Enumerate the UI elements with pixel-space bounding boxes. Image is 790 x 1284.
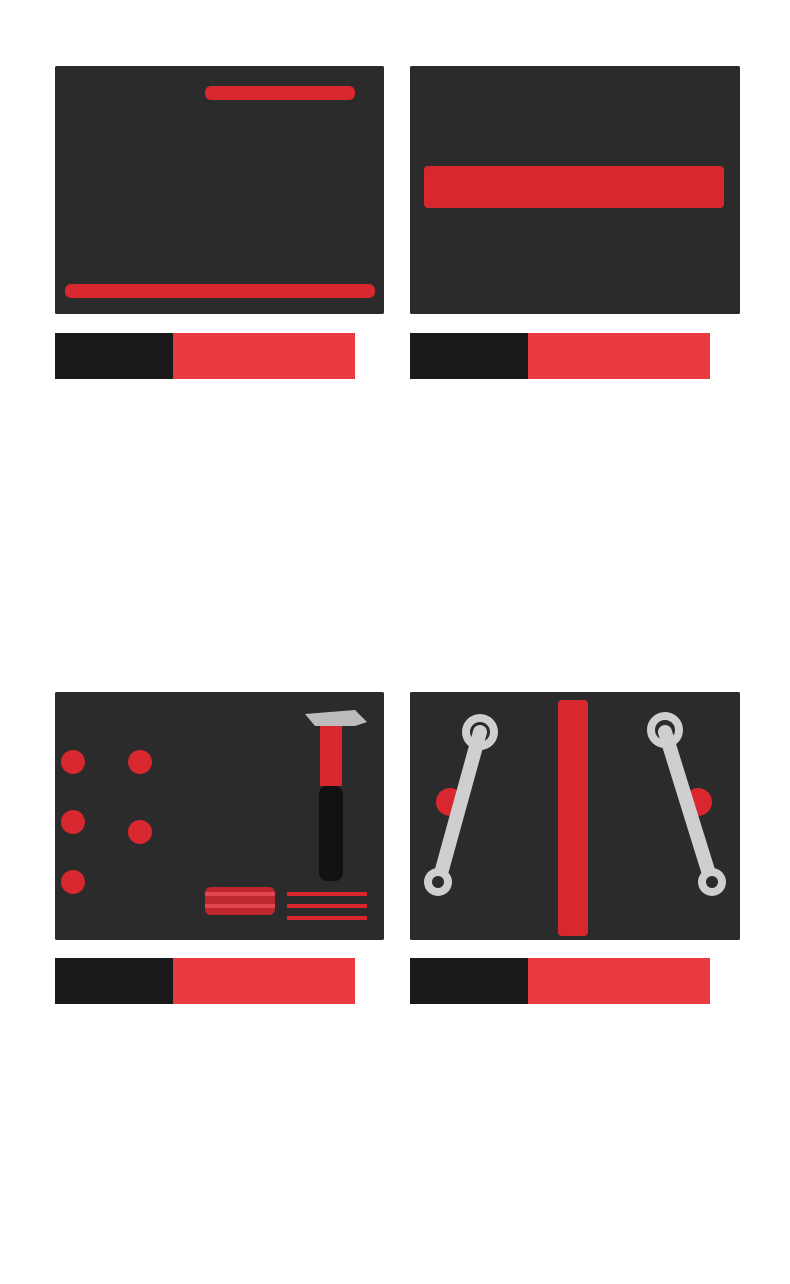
ec05-product-photo <box>55 692 384 940</box>
screwdriver-set-illustration <box>55 66 384 314</box>
set-code <box>410 958 528 1004</box>
ec04-badge <box>410 333 710 379</box>
pliers-set-illustration <box>55 692 384 940</box>
ec03-badge <box>55 333 355 379</box>
ec05-badge <box>55 958 355 1004</box>
ec06-badge <box>410 958 710 1004</box>
set-count <box>173 958 355 1004</box>
hex-key-set-illustration <box>410 66 740 314</box>
set-code <box>55 333 173 379</box>
set-count <box>528 333 710 379</box>
ec06-product-photo <box>410 692 740 940</box>
set-code <box>55 958 173 1004</box>
set-code <box>410 333 528 379</box>
wrench-set-illustration <box>410 692 740 940</box>
ec03-product-photo <box>55 66 384 314</box>
ec04-product-photo <box>410 66 740 314</box>
set-count <box>173 333 355 379</box>
set-count <box>528 958 710 1004</box>
